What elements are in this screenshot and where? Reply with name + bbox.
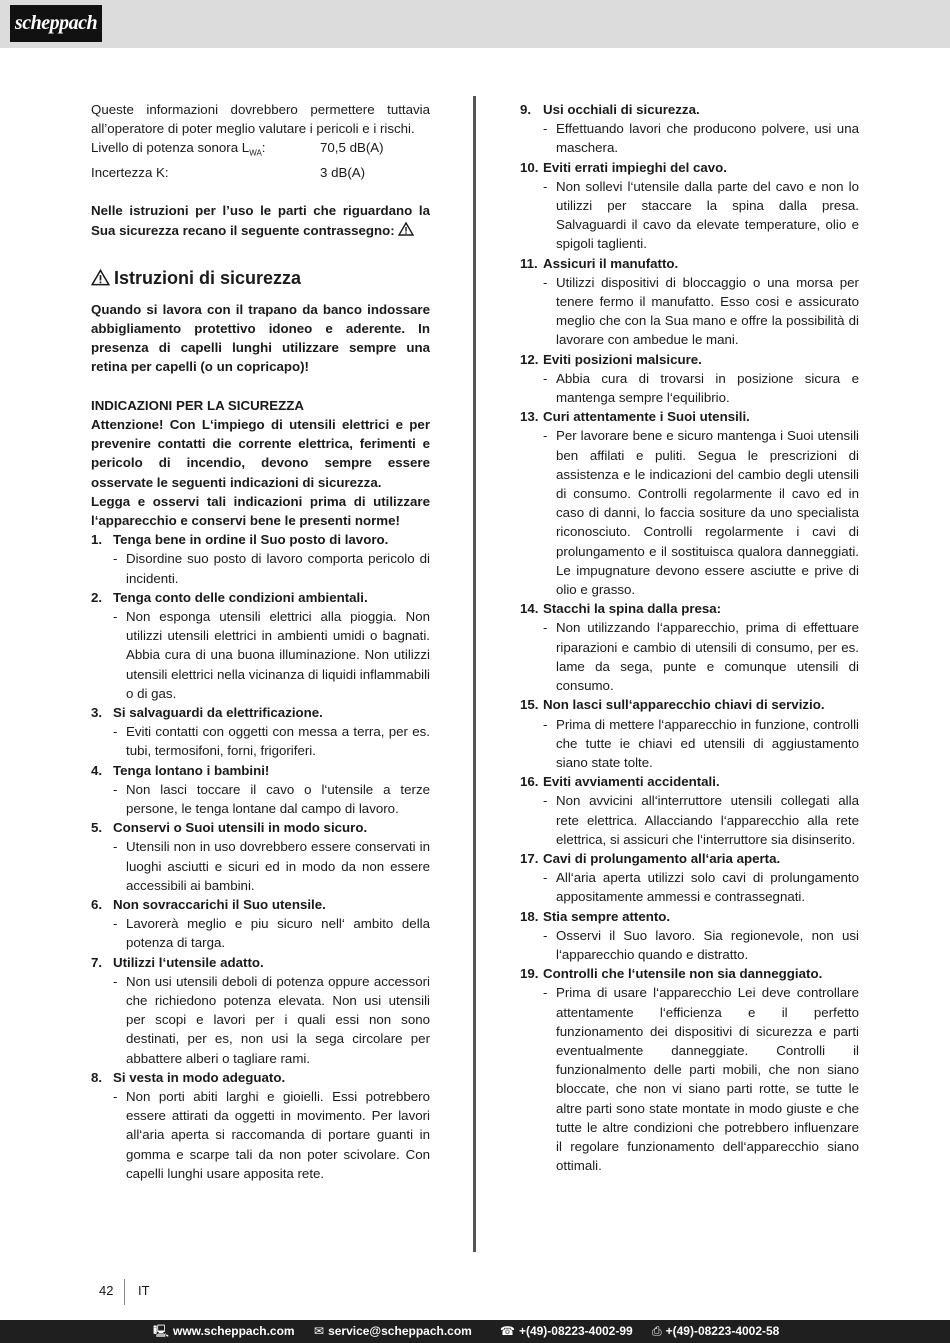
safety-item-number: 17. [520,850,539,866]
safety-item-heading: Si salvaguardi da elettrificazione. [113,704,323,720]
footer-bar [0,1320,950,1343]
safety-item-number: 14. [520,601,539,617]
safety-item-description: Eviti contatti con oggetti con messa a terra, per es. tubi, termosifoni, forni, frigoriferi. [126,724,430,759]
safety-item-title [91,1068,430,1087]
safety-item-text [543,926,859,964]
safety-item-number: 16. [520,774,539,790]
safety-item-number: 6. [91,896,103,912]
safety-item-description: Non usi utensili deboli di potenza oppure accessori che richiedono potenza elevata. Non usi utensili per scopi e lavori per i quali essi non sono destinati, per es, non usi la sega circolare per abbattere alberi o tagliare rami. [126,973,430,1066]
dash-bullet: - [543,870,548,886]
safety-item-title [520,158,859,177]
sound-power-row [91,138,430,163]
sound-power-label: Livello di potenza sonora $L_{WA}$: [91,140,266,159]
safety-item-title [520,907,859,926]
safety-item-number: 7. [91,954,103,970]
safety-item-heading: Si vesta in modo adeguato. [113,1069,286,1085]
warning-icon [398,222,414,236]
dash-bullet: - [113,724,118,740]
safety-item-description: Prima di usare l‘apparecchio Lei deve controllare attentamente l‘efficienza e il perfetto funzionamento dei dispositivi di sicurezza e parti eventualmente danneggiate. Controlli il funzionalmento delle parti mobili, che non siano bloccate, che non vi siano parti rotte, se tutte le altre parti sono state montate in modo giuste e che tutte le altre condizioni che potrebbero influenzare il regolare funzionamento dell‘apparecchio siano ottimali. [556,985,859,1174]
dash-bullet: - [543,428,548,444]
dash-bullet: - [543,620,548,636]
safety-item-text [113,1087,430,1183]
dash-bullet: - [543,178,548,194]
safety-item-description: Per lavorare bene e sicuro mantenga i Suoi utensili ben affilati e puliti. Segua le prescrizioni di assistenza e le indicazioni del cambio degli utensili di consumo. Controlli regolarmente il cavo ed in caso di danni, lo faccia sositure da uno specialista riconosciuto. Controlli regolarmente i cavi di prolungamento e il sostituisca qualora danneggiati. Le impugnature devono essere asciutte e prive di olio e grasso. [556,428,859,598]
dash-bullet: - [113,916,118,932]
safety-item-title [91,895,430,914]
safety-item-heading: Tenga conto delle condizioni ambientali. [113,589,368,605]
safety-item-number: 15. [520,697,539,713]
safety-item-heading: Eviti posizioni malsicure. [543,351,702,367]
safety-item-heading: Tenga bene in ordine il Suo posto di lavoro. [113,532,389,548]
dash-bullet: - [113,608,118,624]
uncertainty-label: Incertezza K: [91,165,169,181]
dash-bullet: - [113,839,118,855]
safety-item-number: 12. [520,351,539,367]
safety-item-text [113,972,430,1068]
safety-item-number: 10. [520,159,539,175]
safety-item-heading: Utilizzi l‘utensile adatto. [113,954,264,970]
safety-item-heading: Assicuri il manufatto. [543,255,679,271]
safety-item-number: 18. [520,908,539,924]
page-number-divider [124,1279,125,1305]
safety-item-description: Non lasci toccare il cavo o l‘utensile a terze persone, le tenga lontane dal campo di lavoro. [126,781,430,816]
safety-item-title [91,530,430,549]
column-divider [473,96,476,1252]
safety-item-heading: Curi attentamente i Suoi utensili. [543,409,750,425]
dash-bullet: - [113,973,118,989]
safety-item-number: 11. [520,255,538,271]
safety-item-text [113,549,430,587]
safety-item-number: 9. [520,102,532,117]
safety-item-title [91,818,430,837]
safety-item-heading: Stia sempre attento. [543,908,671,924]
safety-item-title [520,772,859,791]
safety-item-text [543,369,859,407]
safety-indications-title: INDICAZIONI PER LA SICUREZZA [91,397,304,413]
safety-item-title [520,100,859,119]
safety-item-title [91,953,430,972]
safety-item-description: Effettuando lavori che producono polvere, usi una maschera. [556,121,859,156]
safety-item-description: Utensili non in uso dovrebbero essere conservati in luoghi asciutti e sicuri ed in modo da non essere accessibili ai bambini. [126,839,430,893]
safety-item-number: 2. [91,589,103,605]
safety-item-text [543,119,859,157]
safety-item-text [543,868,859,906]
safety-item-description: Lavorerà meglio e piu sicuro nell‘ ambito della potenza di targa. [126,916,430,951]
safety-item-description: Non sollevi l‘utensile dalla parte del cavo e non lo utilizzi per staccare la spina dalla presa. Salvaguardi il cavo da elevate temperature, olio e spigoli taglienti. [556,178,859,252]
safety-item-number: 8. [91,1069,103,1085]
dash-bullet: - [543,370,548,386]
sound-power-value: 70,5 dB(A) [320,140,384,156]
footer-fax: ⎙ +(49)-08223-4002-58 [652,1324,780,1338]
safety-item-heading: Usi occhiali di sicurezza. [543,102,700,117]
safety-item-heading: Eviti errati impieghi del cavo. [543,159,728,175]
dash-bullet: - [113,551,118,567]
dash-bullet: - [113,781,118,797]
safety-item-description: Utilizzi dispositivi di bloccaggio o una morsa per tenere fermo il manufatto. Esso cosi e assicurato meglio che con la Sua mano e offre la possibilità di lavorare con ambedue le mani. [556,274,859,348]
safety-item-heading: Stacchi la spina dalla presa: [543,601,722,617]
safety-item-text [543,177,859,254]
safety-item-heading: Eviti avviamenti accidentali. [543,774,720,790]
dash-bullet: - [543,985,548,1001]
safety-item-text [543,618,859,695]
phone-icon: ☎ [500,1324,515,1338]
safety-item-number: 5. [91,820,103,836]
left-safety-list [91,530,430,1183]
footer-phone: ☎ +(49)-08223-4002-99 [500,1324,633,1338]
page-number: 42 [99,1283,114,1298]
safety-item-heading: Cavi di prolungamento all‘aria aperta. [543,850,781,866]
safety-item-title [520,407,859,426]
scheppach-logo: scheppach [10,5,102,42]
safety-item-heading: Tenga lontano i bambini! [113,762,270,778]
safety-item-text [543,983,859,1175]
safety-item-number: 4. [91,762,103,778]
computer-icon: 🖳 [153,1324,170,1338]
safety-item-description: Osservi il Suo lavoro. Sia regionevole, non usi l‘apparecchio quando e distratto. [556,927,859,962]
safety-item-text [113,914,430,952]
safety-item-text [113,722,430,760]
safety-item-text [113,607,430,703]
dash-bullet: - [113,1089,118,1104]
left-column [91,100,430,1183]
safety-item-description: Non utilizzando l‘apparecchio, prima di effettuare riparazioni e cambio di utensili di consumo, per es. lame da sega, punte e comunque utensili di consumo. [556,620,859,694]
fax-icon: ⎙ [652,1324,662,1338]
footer-email[interactable]: ✉ service@scheppach.com [314,1324,472,1338]
safety-item-title [91,761,430,780]
safety-item-title [91,703,430,722]
safety-item-title [520,964,859,983]
footer-web[interactable]: 🖳 www.scheppach.com [153,1324,295,1338]
safety-item-title [520,254,859,273]
safety-item-description: Prima di mettere l‘apparecchio in funzione, controlli che tutte ie chiavi ed utensili di aggiustamento siano state tolte. [556,716,859,770]
safety-item-number: 3. [91,704,103,720]
attention-text: Attenzione! Con L‘impiego di utensili elettrici e per prevenire contatti die corrente elettrica, ferimenti e pericolo di incendio, devono sempre essere osservate le seguenti indicazioni di sicurezza. [91,416,430,490]
dash-bullet: - [543,716,548,732]
safety-item-description: Disordine suo posto di lavoro comporta pericolo di incidenti. [126,551,430,586]
safety-item-number: 13. [520,409,539,425]
mail-icon: ✉ [314,1324,325,1338]
safety-item-heading: Controlli che l‘utensile non sia danneggiato. [543,966,823,982]
safety-item-number: 19. [520,966,539,982]
warning-icon [91,269,110,286]
safety-notice: Nelle istruzioni per l’uso le parti che riguardano la Sua sicurezza recano il seguente contrassegno: [91,203,430,238]
right-safety-list [520,100,859,1175]
safety-item-text [543,273,859,350]
safety-item-description: All‘aria aperta utilizzi solo cavi di prolungamento appositamente ammessi e contrassegnati. [556,870,859,905]
safety-item-heading: Non sovraccarichi il Suo utensile. [113,896,326,912]
uncertainty-row [91,163,430,182]
safety-item-description: Abbia cura di trovarsi in posizione sicura e mantenga sempre l‘equilibrio. [556,370,859,406]
safety-item-number: 1. [91,532,103,548]
safety-item-text [543,791,859,849]
safety-item-title [520,695,859,714]
dash-bullet: - [543,274,548,290]
safety-item-text [113,780,430,818]
safety-item-heading: Conservi o Suoi utensili in modo sicuro. [113,820,368,836]
right-column [520,100,859,1175]
intro-text: Queste informazioni dovrebbero permettere tuttavia all’operatore di poter meglio valutare i pericoli e i rischi. [91,102,430,137]
read-instructions-text: Legga e osservi tali indicazioni prima di utilizzare l‘apparecchio e conservi bene le presenti norme! [91,493,430,528]
safety-item-title [520,350,859,369]
safety-item-description: Non esponga utensili elettrici alla pioggia. Non utilizzi utensili elettrici in ambienti umidi o bagnati. Abbia cura di una buona illuminazione. Non utilizzi utensili elettrici nella vicinanza di liquidi inflammabili o di gas. [126,608,430,701]
safety-item-heading: Non lasci sull‘apparecchio chiavi di servizio. [543,697,825,713]
protective-clothing-text: Quando si lavora con il trapano da banco indossare abbigliamento protettivo idoneo e aderente. In presenza di capelli lunghi utilizzare sempre una retina per capelli (o un copricapo)! [91,301,430,375]
safety-item-description: Non avvicini all‘interruttore utensili collegati alla rete elettrica. Allacciando l‘apparecchio alla rete elettrica, si assicuri che l‘interruttore sia disinserito. [556,793,859,847]
dash-bullet: - [543,121,548,137]
language-code: IT [138,1283,150,1298]
safety-item-title [91,588,430,607]
dash-bullet: - [543,793,548,809]
safety-item-text [543,426,859,599]
safety-item-text [543,715,859,773]
uncertainty-value: 3 dB(A) [320,165,366,181]
safety-item-text [113,837,430,895]
safety-item-title [520,599,859,618]
safety-item-title [520,849,859,868]
section-heading: Istruzioni di sicurezza [91,266,430,290]
safety-item-description: Non porti abiti larghi e gioielli. Essi potrebbero essere attirati da oggetti in movimento. Per lavori all‘aria aperta si raccomanda di portare guanti in gomma e scarpe tali da non poter scivolare. Con capelli lunghi usare apposita rete. [126,1089,430,1181]
header-bar [0,0,950,48]
dash-bullet: - [543,927,548,943]
